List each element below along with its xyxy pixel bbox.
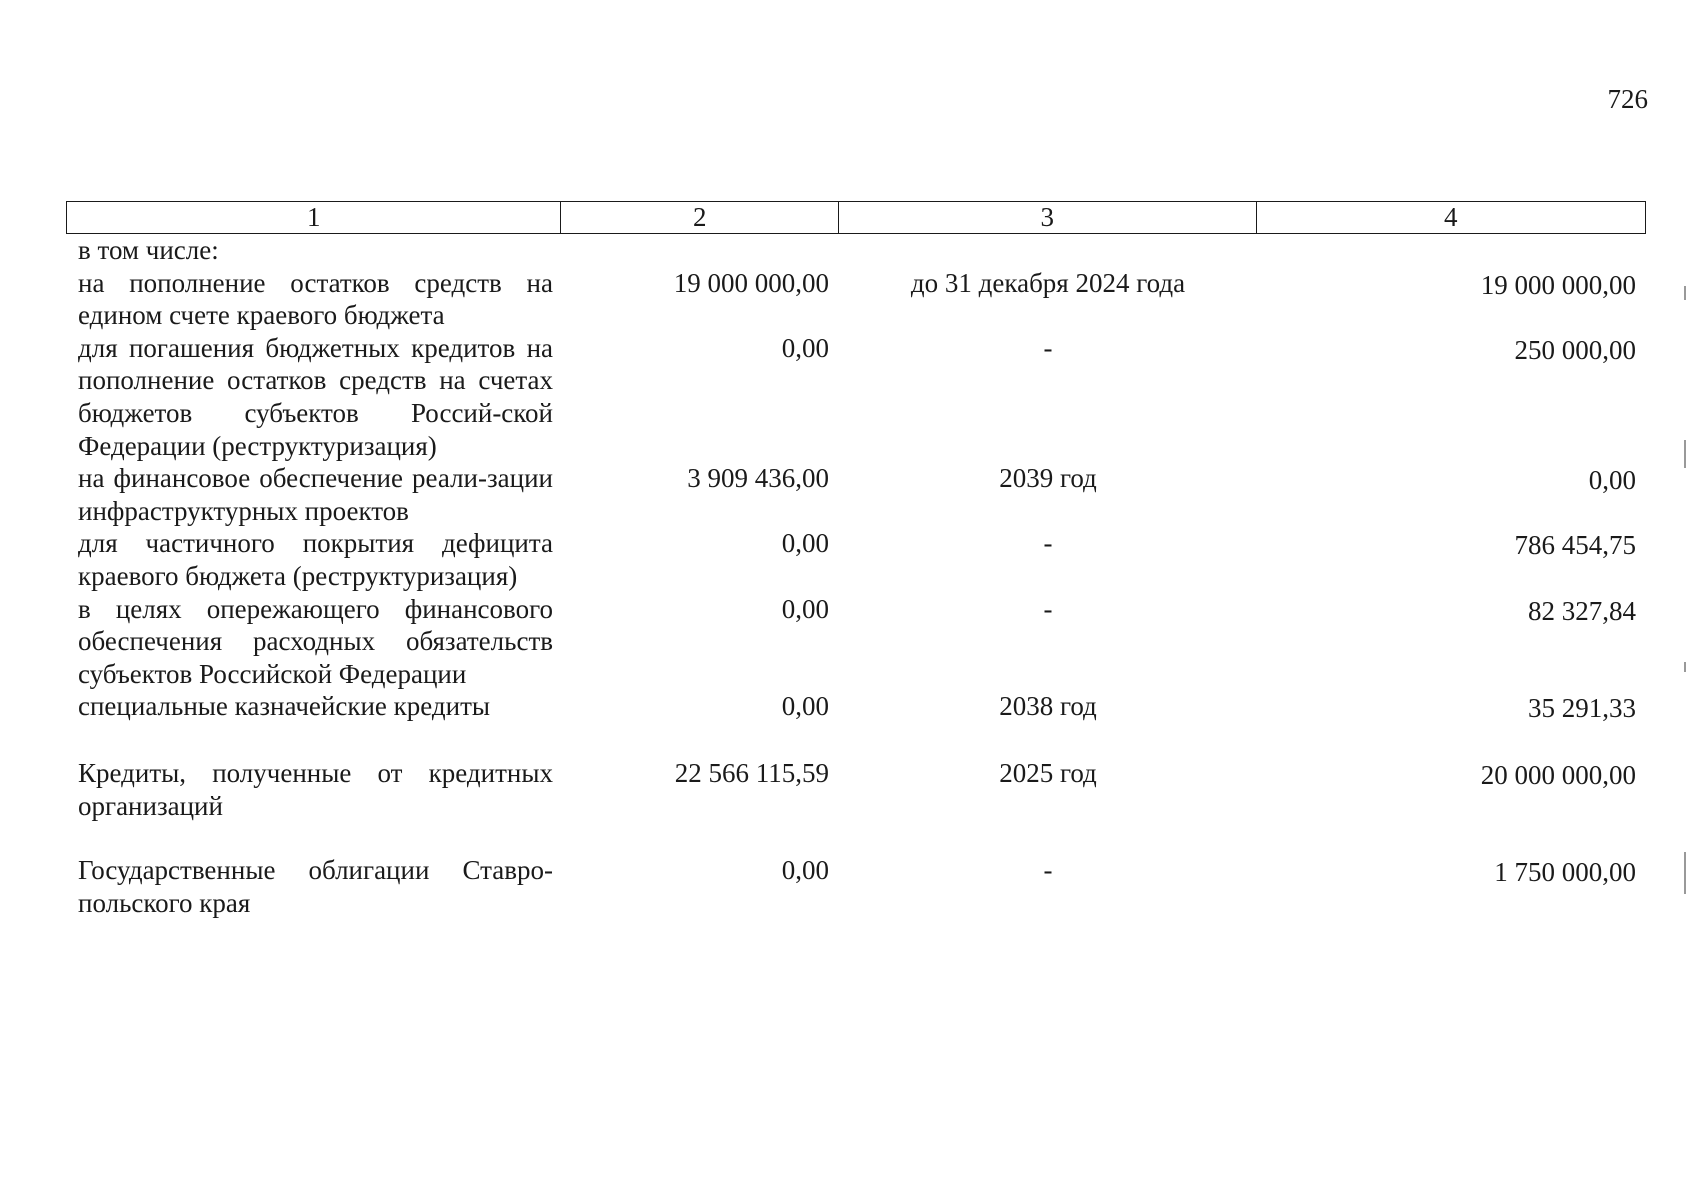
column-header-3: 3 (839, 202, 1256, 233)
row-amount: 19 000 000,00 (673, 267, 829, 298)
row-amount: 0,00 (781, 691, 829, 722)
table-row (66, 757, 1646, 822)
table-row (66, 690, 1646, 725)
row-amount: 0,00 (781, 528, 829, 559)
table-row (66, 593, 1646, 691)
column-header-4: 4 (1444, 202, 1458, 232)
scan-artifact-mark (1684, 440, 1686, 468)
row-label: для погашения бюджетных кредитов на пополнение остатков средств на счетах бюджетов субъектов Россий-ской Федерации (реструктуризация) (78, 332, 553, 461)
row-label: для частичного покрытия дефицита краевого бюджета (реструктуризация) (78, 528, 553, 591)
row-term: - (1043, 855, 1053, 886)
row-amount: 3 909 436,00 (687, 463, 829, 494)
table-row (66, 854, 1646, 919)
table-header-row (66, 201, 1646, 234)
row-total: 0,00 (1588, 465, 1636, 496)
column-header-1: 1 (67, 202, 561, 233)
row-amount: 0,00 (781, 593, 829, 624)
row-term: 2038 год (999, 691, 1097, 722)
row-amount: 0,00 (781, 332, 829, 363)
row-label: на пополнение остатков средств на едином счете краевого бюджета (78, 267, 553, 331)
debt-table (66, 201, 1646, 919)
row-label: Кредиты, полученные от кредитных организаций (78, 757, 553, 821)
row-term (839, 234, 1257, 267)
scan-artifact-mark (1684, 286, 1686, 300)
row-term: - (1043, 332, 1053, 363)
table-row (66, 332, 1646, 462)
row-total (1257, 234, 1646, 267)
row-total: 1 750 000,00 (1494, 857, 1636, 888)
scan-artifact-mark (1684, 662, 1686, 672)
scan-artifact-mark (1684, 852, 1686, 894)
row-term: 2025 год (999, 757, 1097, 788)
row-total: 35 291,33 (1528, 693, 1636, 724)
row-amount: 22 566 115,59 (674, 757, 829, 788)
row-label: Государственные облигации Ставро-польского края (78, 855, 553, 918)
row-term: до 31 декабря 2024 года (910, 267, 1186, 298)
row-label: специальные казначейские кредиты (78, 691, 491, 722)
row-term: - (1043, 593, 1053, 624)
row-amount (561, 234, 839, 267)
table-row (66, 527, 1646, 592)
table-row (66, 267, 1646, 332)
row-amount: 0,00 (781, 855, 829, 886)
row-total: 19 000 000,00 (1480, 269, 1636, 300)
page-number: 726 (1607, 84, 1648, 114)
row-total: 82 327,84 (1528, 595, 1636, 626)
row-label: в целях опережающего финансового обеспечения расходных обязательств субъектов Российской Федерации (78, 593, 553, 689)
column-header-2: 2 (561, 202, 839, 233)
table-row (66, 234, 1646, 267)
row-label: в том числе: (78, 235, 219, 265)
row-total: 20 000 000,00 (1480, 759, 1636, 790)
row-total: 250 000,00 (1514, 334, 1636, 365)
row-term: 2039 год (999, 463, 1097, 494)
row-label: на финансовое обеспечение реали-зации инфраструктурных проектов (78, 463, 553, 526)
row-total: 786 454,75 (1514, 530, 1636, 561)
table-row (66, 462, 1646, 527)
row-term: - (1043, 528, 1053, 559)
